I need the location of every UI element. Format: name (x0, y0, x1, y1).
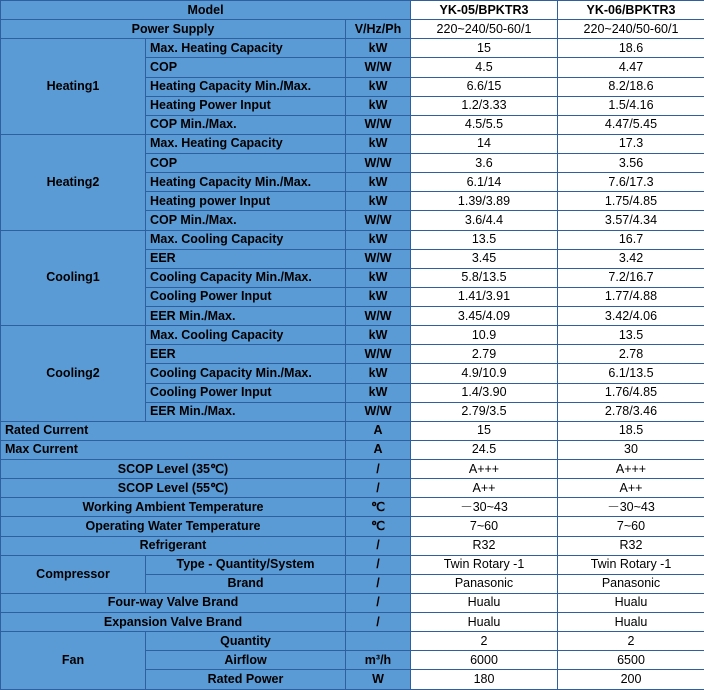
row-value-1: 5.8/13.5 (411, 268, 558, 287)
current-unit: A (346, 421, 411, 440)
row-value-2: 2.78 (558, 345, 704, 364)
row-label: Cooling Power Input (146, 287, 346, 306)
row-label: EER (146, 249, 346, 268)
valve-value-1: Hualu (411, 613, 558, 632)
fan-row-label: Quantity (146, 632, 346, 651)
current-value-2: 18.5 (558, 421, 704, 440)
row-value-2: 3.42 (558, 249, 704, 268)
row-value-2: 3.42/4.06 (558, 307, 704, 326)
row-unit: W/W (346, 154, 411, 173)
row-label: Cooling Power Input (146, 383, 346, 402)
full-row-label: SCOP Level (55℃) (1, 479, 346, 498)
model-header-row (1, 1, 704, 20)
full-row-unit: ℃ (346, 498, 411, 517)
valve-row-label: Expansion Valve Brand (1, 613, 346, 632)
full-row (1, 536, 704, 555)
group-label-compressor: Compressor (1, 555, 146, 593)
valve-row-label: Four-way Valve Brand (1, 593, 346, 612)
valve-row (1, 593, 704, 612)
row-unit: W/W (346, 402, 411, 421)
fan-value-2: 2 (558, 632, 704, 651)
row-value-2: 3.56 (558, 154, 704, 173)
full-row-value-2: －30~43 (558, 498, 704, 517)
full-row-unit: / (346, 479, 411, 498)
compressor-row-unit: / (346, 555, 411, 574)
row-unit: W/W (346, 249, 411, 268)
row-unit: kW (346, 39, 411, 58)
row-label: EER Min./Max. (146, 402, 346, 421)
full-row (1, 479, 704, 498)
power-supply-value-1: 220~240/50-60/1 (411, 20, 558, 39)
row-unit: kW (346, 192, 411, 211)
row-unit: kW (346, 77, 411, 96)
spec-row (1, 230, 704, 249)
model-label: Model (1, 1, 411, 20)
current-row (1, 440, 704, 459)
compressor-row (1, 555, 704, 574)
row-label: Max. Cooling Capacity (146, 230, 346, 249)
row-unit: kW (346, 326, 411, 345)
current-value-2: 30 (558, 440, 704, 459)
full-row-label: Operating Water Temperature (1, 517, 346, 536)
row-value-1: 6.1/14 (411, 173, 558, 192)
row-unit: kW (346, 364, 411, 383)
valve-value-2: Hualu (558, 593, 704, 612)
row-label: Cooling Capacity Min./Max. (146, 364, 346, 383)
full-row-value-1: R32 (411, 536, 558, 555)
row-label: Heating power Input (146, 192, 346, 211)
fan-row-unit: W (346, 670, 411, 690)
valve-row-unit: / (346, 613, 411, 632)
row-value-2: 18.6 (558, 39, 704, 58)
compressor-value-2: Panasonic (558, 574, 704, 593)
row-unit: kW (346, 173, 411, 192)
row-value-2: 17.3 (558, 134, 704, 153)
row-value-1: 2.79 (411, 345, 558, 364)
fan-row (1, 632, 704, 651)
row-value-1: 1.4/3.90 (411, 383, 558, 402)
full-row-value-1: 7~60 (411, 517, 558, 536)
row-value-2: 7.2/16.7 (558, 268, 704, 287)
row-unit: kW (346, 230, 411, 249)
model-name-2: YK-06/BPKTR3 (558, 1, 704, 20)
full-row-unit: / (346, 536, 411, 555)
full-row-value-2: R32 (558, 536, 704, 555)
full-row-label: Working Ambient Temperature (1, 498, 346, 517)
row-value-2: 4.47/5.45 (558, 115, 704, 134)
row-value-2: 2.78/3.46 (558, 402, 704, 421)
compressor-row-unit: / (346, 574, 411, 593)
row-value-1: 3.45 (411, 249, 558, 268)
spec-row (1, 326, 704, 345)
row-label: COP (146, 154, 346, 173)
row-unit: W/W (346, 58, 411, 77)
fan-value-1: 180 (411, 670, 558, 690)
power-supply-value-2: 220~240/50-60/1 (558, 20, 704, 39)
row-value-2: 3.57/4.34 (558, 211, 704, 230)
valve-value-1: Hualu (411, 593, 558, 612)
fan-value-1: 6000 (411, 651, 558, 670)
full-row (1, 517, 704, 536)
fan-row-unit: m³/h (346, 651, 411, 670)
row-value-1: 1.39/3.89 (411, 192, 558, 211)
full-row (1, 498, 704, 517)
fan-row-label: Airflow (146, 651, 346, 670)
power-supply-unit: V/Hz/Ph (346, 20, 411, 39)
compressor-value-1: Panasonic (411, 574, 558, 593)
row-value-1: 14 (411, 134, 558, 153)
row-value-2: 13.5 (558, 326, 704, 345)
row-label: Heating Power Input (146, 96, 346, 115)
current-label: Rated Current (1, 421, 346, 440)
row-unit: W/W (346, 211, 411, 230)
row-value-1: 1.41/3.91 (411, 287, 558, 306)
group-label-cooling2: Cooling2 (1, 326, 146, 422)
full-row (1, 460, 704, 479)
full-row-value-2: A+++ (558, 460, 704, 479)
valve-row (1, 613, 704, 632)
row-label: COP Min./Max. (146, 115, 346, 134)
group-label-cooling1: Cooling1 (1, 230, 146, 326)
row-value-1: 3.6/4.4 (411, 211, 558, 230)
power-supply-label: Power Supply (1, 20, 346, 39)
row-label: EER (146, 345, 346, 364)
row-unit: W/W (346, 345, 411, 364)
fan-row-unit (346, 632, 411, 651)
row-label: Max. Heating Capacity (146, 134, 346, 153)
row-value-2: 8.2/18.6 (558, 77, 704, 96)
row-value-2: 1.75/4.85 (558, 192, 704, 211)
power-supply-row (1, 20, 704, 39)
valve-value-2: Hualu (558, 613, 704, 632)
full-row-label: SCOP Level (35℃) (1, 460, 346, 479)
row-value-1: 3.45/4.09 (411, 307, 558, 326)
valve-row-unit: / (346, 593, 411, 612)
row-label: Cooling Capacity Min./Max. (146, 268, 346, 287)
current-label: Max Current (1, 440, 346, 459)
row-value-1: 3.6 (411, 154, 558, 173)
fan-row-label: Rated Power (146, 670, 346, 690)
row-label: COP Min./Max. (146, 211, 346, 230)
full-row-value-1: A++ (411, 479, 558, 498)
spec-row (1, 134, 704, 153)
row-label: COP (146, 58, 346, 77)
spec-row (1, 39, 704, 58)
row-value-1: 6.6/15 (411, 77, 558, 96)
full-row-unit: ℃ (346, 517, 411, 536)
compressor-value-1: Twin Rotary -1 (411, 555, 558, 574)
current-row (1, 421, 704, 440)
full-row-value-2: 7~60 (558, 517, 704, 536)
row-value-2: 16.7 (558, 230, 704, 249)
model-name-1: YK-05/BPKTR3 (411, 1, 558, 20)
row-value-1: 13.5 (411, 230, 558, 249)
full-row-value-1: －30~43 (411, 498, 558, 517)
row-unit: kW (346, 287, 411, 306)
full-row-value-1: A+++ (411, 460, 558, 479)
fan-value-2: 200 (558, 670, 704, 690)
full-row-value-2: A++ (558, 479, 704, 498)
full-row-unit: / (346, 460, 411, 479)
row-value-1: 10.9 (411, 326, 558, 345)
row-value-2: 6.1/13.5 (558, 364, 704, 383)
row-value-2: 1.76/4.85 (558, 383, 704, 402)
row-value-1: 4.5/5.5 (411, 115, 558, 134)
group-label-heating2: Heating2 (1, 134, 146, 230)
compressor-value-2: Twin Rotary -1 (558, 555, 704, 574)
row-label: Heating Capacity Min./Max. (146, 173, 346, 192)
row-value-1: 15 (411, 39, 558, 58)
fan-value-1: 2 (411, 632, 558, 651)
row-value-1: 1.2/3.33 (411, 96, 558, 115)
row-value-2: 1.77/4.88 (558, 287, 704, 306)
row-unit: W/W (346, 115, 411, 134)
group-label-fan: Fan (1, 632, 146, 690)
group-label-heating1: Heating1 (1, 39, 146, 135)
compressor-row-label: Type - Quantity/System (146, 555, 346, 574)
row-value-1: 4.5 (411, 58, 558, 77)
row-unit: kW (346, 96, 411, 115)
current-value-1: 24.5 (411, 440, 558, 459)
row-unit: W/W (346, 307, 411, 326)
row-label: Max. Heating Capacity (146, 39, 346, 58)
current-unit: A (346, 440, 411, 459)
specification-table-body (1, 1, 704, 690)
row-unit: kW (346, 134, 411, 153)
row-value-1: 2.79/3.5 (411, 402, 558, 421)
row-value-2: 7.6/17.3 (558, 173, 704, 192)
row-label: Max. Cooling Capacity (146, 326, 346, 345)
row-label: EER Min./Max. (146, 307, 346, 326)
row-unit: kW (346, 383, 411, 402)
row-label: Heating Capacity Min./Max. (146, 77, 346, 96)
current-value-1: 15 (411, 421, 558, 440)
row-value-2: 1.5/4.16 (558, 96, 704, 115)
row-value-2: 4.47 (558, 58, 704, 77)
full-row-label: Refrigerant (1, 536, 346, 555)
compressor-row-label: Brand (146, 574, 346, 593)
row-unit: kW (346, 268, 411, 287)
fan-value-2: 6500 (558, 651, 704, 670)
row-value-1: 4.9/10.9 (411, 364, 558, 383)
